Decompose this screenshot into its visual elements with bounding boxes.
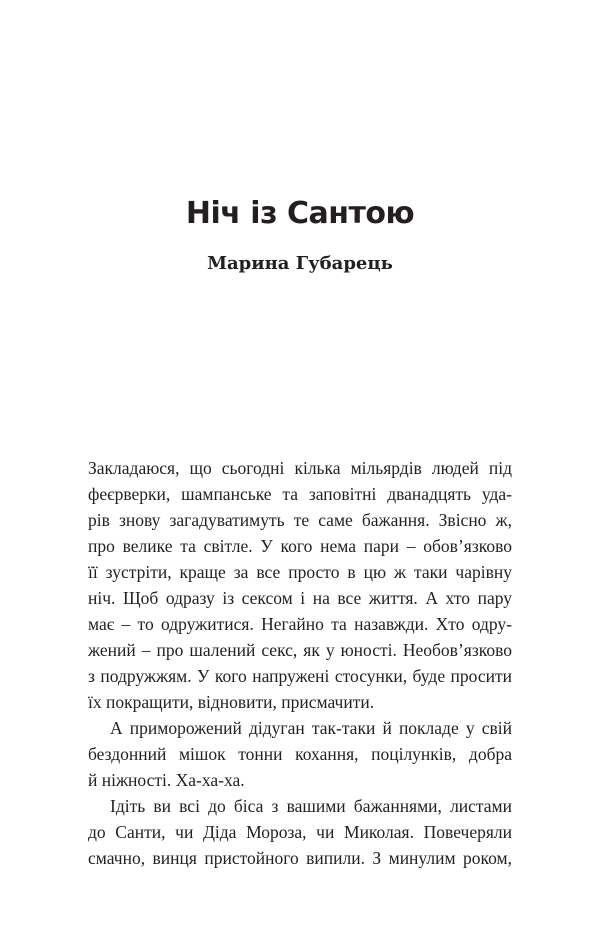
text-line: її зустріти, краще за все просто в цю ж таки чарівну xyxy=(88,562,512,582)
text-line: смачно, винця пристойного випили. З минулим роком, xyxy=(88,848,512,868)
body-text xyxy=(88,455,512,871)
text-line: Закладаюся, що сьогодні кілька мільярдів людей під xyxy=(88,458,512,478)
text-line: про велике та світле. У кого нема пари – обов’язково xyxy=(88,536,512,556)
text-line: ніч. Щоб одразу із сексом і на все життя. А хто пару xyxy=(88,588,512,608)
text-line: бездонний мішок тонни кохання, поцілунків, добра xyxy=(88,744,512,764)
text-line: А приморожений дідуган так-таки й покладе у свій xyxy=(110,718,512,738)
text-line: жений – про шалений секс, як у юності. Необов’язково xyxy=(88,640,512,660)
text-line: й ніжності. Ха-ха-ха. xyxy=(88,770,245,790)
text-line: має – то одружитися. Негайно та назавжди. Хто одру- xyxy=(88,614,512,634)
text-line: до Санти, чи Діда Мороза, чи Миколая. Повечеряли xyxy=(88,822,512,842)
chapter-title: Ніч із Сантою xyxy=(185,196,415,231)
text-line: Ідіть ви всі до біса з вашими бажаннями, листами xyxy=(110,796,512,816)
text-line: феєрверки, шампанське та заповітні дванадцять уда- xyxy=(88,484,512,504)
text-line: з подружжям. У кого напружені стосунки, буде просити xyxy=(88,666,512,686)
text-line: їх покращити, відновити, присмачити. xyxy=(88,692,375,712)
text-line: рів знову загадуватимуть те саме бажання. Звісно ж, xyxy=(88,510,512,530)
author-name: Марина Губарець xyxy=(207,253,393,274)
